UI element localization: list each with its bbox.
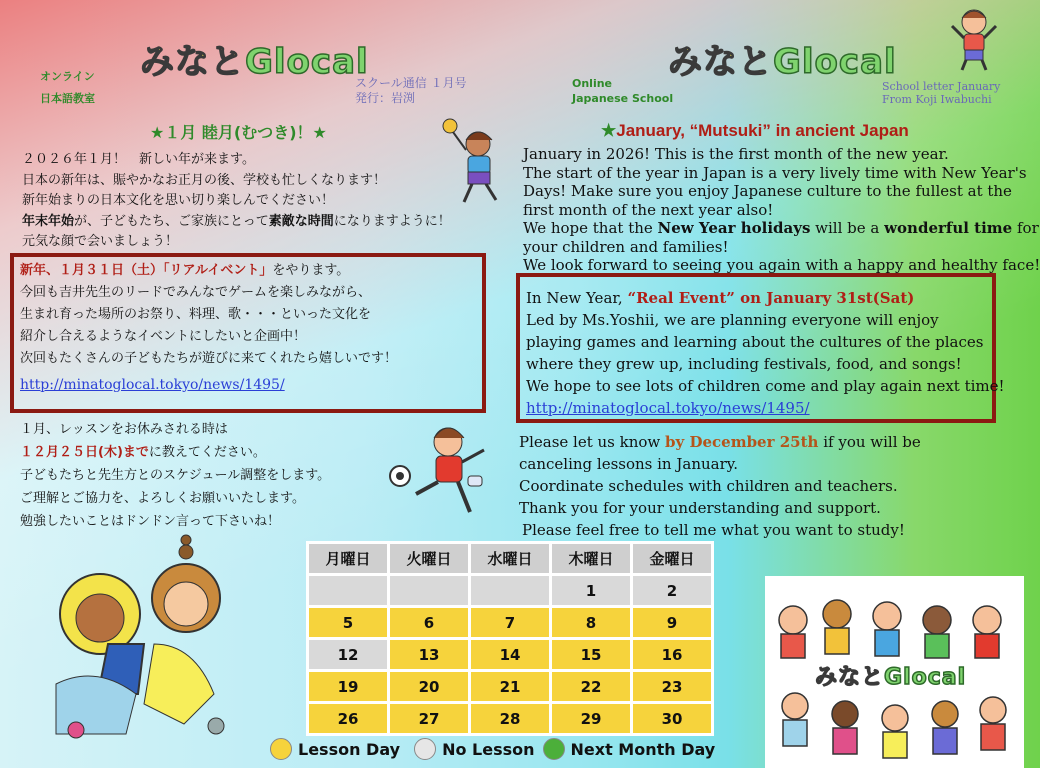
weekday-header: 火曜日 [389,543,470,575]
school-name-line: 日本語教室 [40,92,95,105]
logo-latin: Glocal [773,42,897,82]
event-headline-text: 新年、１月３１日（土）「リアルイベント」 [20,263,273,278]
calendar-week-row [308,575,713,607]
event-en [526,287,1005,419]
intro-line: first month of the next year also! [523,200,774,219]
star-icon: ★ [601,121,617,140]
event-line: 生まれ育った場所のお祭り、料理、歌・・・といった文化を [20,307,372,322]
intro-text: for [1012,219,1039,237]
logo-left [140,34,369,83]
title-en [601,121,909,141]
event-line: We hope to see lots of children come and play again next time! [526,377,1005,395]
calendar-week-row [308,607,713,639]
calendar-day-cell: 14 [470,639,551,671]
intro-line [523,219,1040,238]
child-kicking-ball-icon [386,420,496,520]
intro-line: your children and families! [523,237,729,256]
group-logo-text [815,660,966,691]
weekday-header: 水曜日 [470,543,551,575]
calendar-day-cell: 16 [632,639,713,671]
event-line: Led by Ms.Yoshii, we are planning everyone will enjoy [526,311,939,329]
legend-no-lesson: No Lesson [442,739,535,759]
notice-jp [20,418,330,533]
no-lesson-dot-icon [414,738,436,760]
notice-line: Thank you for your understanding and support. [519,499,881,517]
notice-text: に教えてください。 [148,445,266,460]
notice-deadline: by December 25th [665,433,819,451]
event-link-jp[interactable]: http://minatoglocal.tokyo/news/1495/ [20,377,285,393]
notice-text: if you will be [818,433,921,451]
calendar-header-row [308,543,713,575]
lesson-day-dot-icon [270,738,292,760]
group-of-children-logo-icon [765,576,1024,768]
children-reading-book-icon [36,534,246,744]
notice-line: 子どもたちと先生方とのスケジュール調整をします。 [20,468,331,483]
newsletter-jp [355,76,467,106]
calendar-day-cell: 23 [632,671,713,703]
notice-line: Please feel free to tell me what you want to study! [522,521,905,539]
newsletter-line: School letter January [882,80,1001,93]
event-headline-rest: をやります。 [272,263,350,278]
weekday-header: 月曜日 [308,543,389,575]
calendar-day-cell: 28 [470,703,551,735]
event-line: where they grew up, including festivals, food, and songs! [526,355,962,373]
intro-text: We hope that the [523,219,658,237]
calendar-day-cell [389,575,470,607]
calendar-day-cell [470,575,551,607]
calendar-day-cell: 1 [551,575,632,607]
intro-line: ２０２６年１月！ 新しい年が来ます。 [22,152,255,167]
calendar-day-cell: 13 [389,639,470,671]
school-name-line: オンライン [40,70,95,83]
logo-kana: みなと [815,665,885,690]
calendar-week-row [308,703,713,735]
school-name-line: Japanese School [572,92,674,105]
weekday-header: 金曜日 [632,543,713,575]
emphasis: New Year holidays [657,219,811,237]
calendar-day-cell: 7 [470,607,551,639]
notice-text: Please let us know [519,433,666,451]
notice-deadline: １２月２５日(木)まで [20,445,149,460]
legend-next-month: Next Month Day [570,739,716,759]
notice-en [519,431,921,541]
event-line: 次回もたくさんの子どもたちが遊びに来てくれたら嬉しいです！ [20,351,398,366]
calendar-day-cell: 30 [632,703,713,735]
notice-line: Coordinate schedules with children and teachers. [519,477,898,495]
calendar-day-cell: 21 [470,671,551,703]
event-headline [20,260,397,282]
intro-text: になりますように！ [333,213,451,229]
event-jp [20,260,397,396]
logo-kana: みなと [668,42,773,82]
title-en-text: January, “Mutsuki” in ancient Japan [616,121,909,140]
calendar-legend [270,738,715,760]
notice-line: １月、レッスンをお休みされる時は [20,422,228,437]
newsletter-line: From Koji Iwabuchi [882,93,992,106]
calendar-day-cell: 26 [308,703,389,735]
intro-line: We look forward to seeing you again with a happy and healthy face! [523,256,1040,274]
notice-line: ご理解とご協力を、よろしくお願いいたします。 [20,491,305,506]
calendar-day-cell: 8 [551,607,632,639]
calendar-day-cell: 22 [551,671,632,703]
intro-line: Days! Make sure you enjoy Japanese culture to the fullest at the [523,182,1012,200]
legend-lesson: Lesson Day [298,739,401,759]
event-headline-text: “Real Event” on January 31st(Sat) [627,289,915,307]
newsletter-line: 発行：岩渕 [355,91,416,105]
event-line: playing games and learning about the cultures of the places [526,333,984,351]
notice-line: canceling lessons in January. [519,455,739,473]
intro-en [523,145,1040,275]
intro-line: 元気な顔で会いましょう！ [22,234,179,249]
calendar-week-row [308,671,713,703]
next-month-dot-icon [543,738,565,760]
calendar-day-cell: 20 [389,671,470,703]
logo-kana: みなと [140,42,245,82]
lesson-calendar [306,541,714,736]
calendar-day-cell: 9 [632,607,713,639]
calendar-week-row [308,639,713,671]
notice-line: 勉強したいことはドンドン言って下さいね！ [20,514,281,529]
calendar-day-cell: 27 [389,703,470,735]
calendar-day-cell: 6 [389,607,470,639]
emphasis: wonderful time [884,219,1013,237]
calendar-day-cell: 2 [632,575,713,607]
calendar-day-cell: 5 [308,607,389,639]
event-headline [526,287,1005,309]
intro-text: が、子どもたち、ご家族にとって [74,213,269,229]
event-lead: In New Year, [526,289,628,307]
calendar-day-cell: 15 [551,639,632,671]
notice-line [519,431,921,453]
calendar-day-cell: 12 [308,639,389,671]
intro-jp [22,150,451,253]
event-link-en[interactable]: http://minatoglocal.tokyo/news/1495/ [526,399,810,417]
intro-text: will be a [810,219,885,237]
event-line: 今回も吉井先生のリードでみんなでゲームを楽しみながら、 [20,285,372,300]
emphasis: 年末年始 [22,213,75,229]
weekday-header: 木曜日 [551,543,632,575]
intro-line: The start of the year in Japan is a very lively time with New Year's [523,163,1027,182]
notice-line [20,441,330,464]
intro-line: 新年始まりの日本文化を思い切り楽しんでください！ [22,193,335,208]
logo-latin: Glocal [245,42,369,82]
calendar-day-cell: 19 [308,671,389,703]
calendar-day-cell [308,575,389,607]
event-line: 紹介し合えるようなイベントにしたいと企画中！ [20,329,307,344]
newsletter-en [882,80,1000,106]
school-name-jp [40,66,95,110]
intro-line: January in 2026! This is the first month of the new year. [523,145,949,163]
title-jp: ★１月 睦月(むつき)！★ [150,123,327,142]
logo-right [668,34,897,83]
emphasis: 素敵な時間 [268,213,334,229]
school-name-en [572,76,673,106]
intro-line [22,212,451,233]
school-name-line: Online [572,77,613,90]
intro-line: 日本の新年は、賑やかなお正月の後、学校も忙しくなります！ [22,172,387,188]
calendar-day-cell: 29 [551,703,632,735]
newsletter-line: スクール通信 １月号 [355,76,467,90]
child-with-drum-icon [948,6,1000,72]
logo-latin: Glocal [884,665,967,690]
